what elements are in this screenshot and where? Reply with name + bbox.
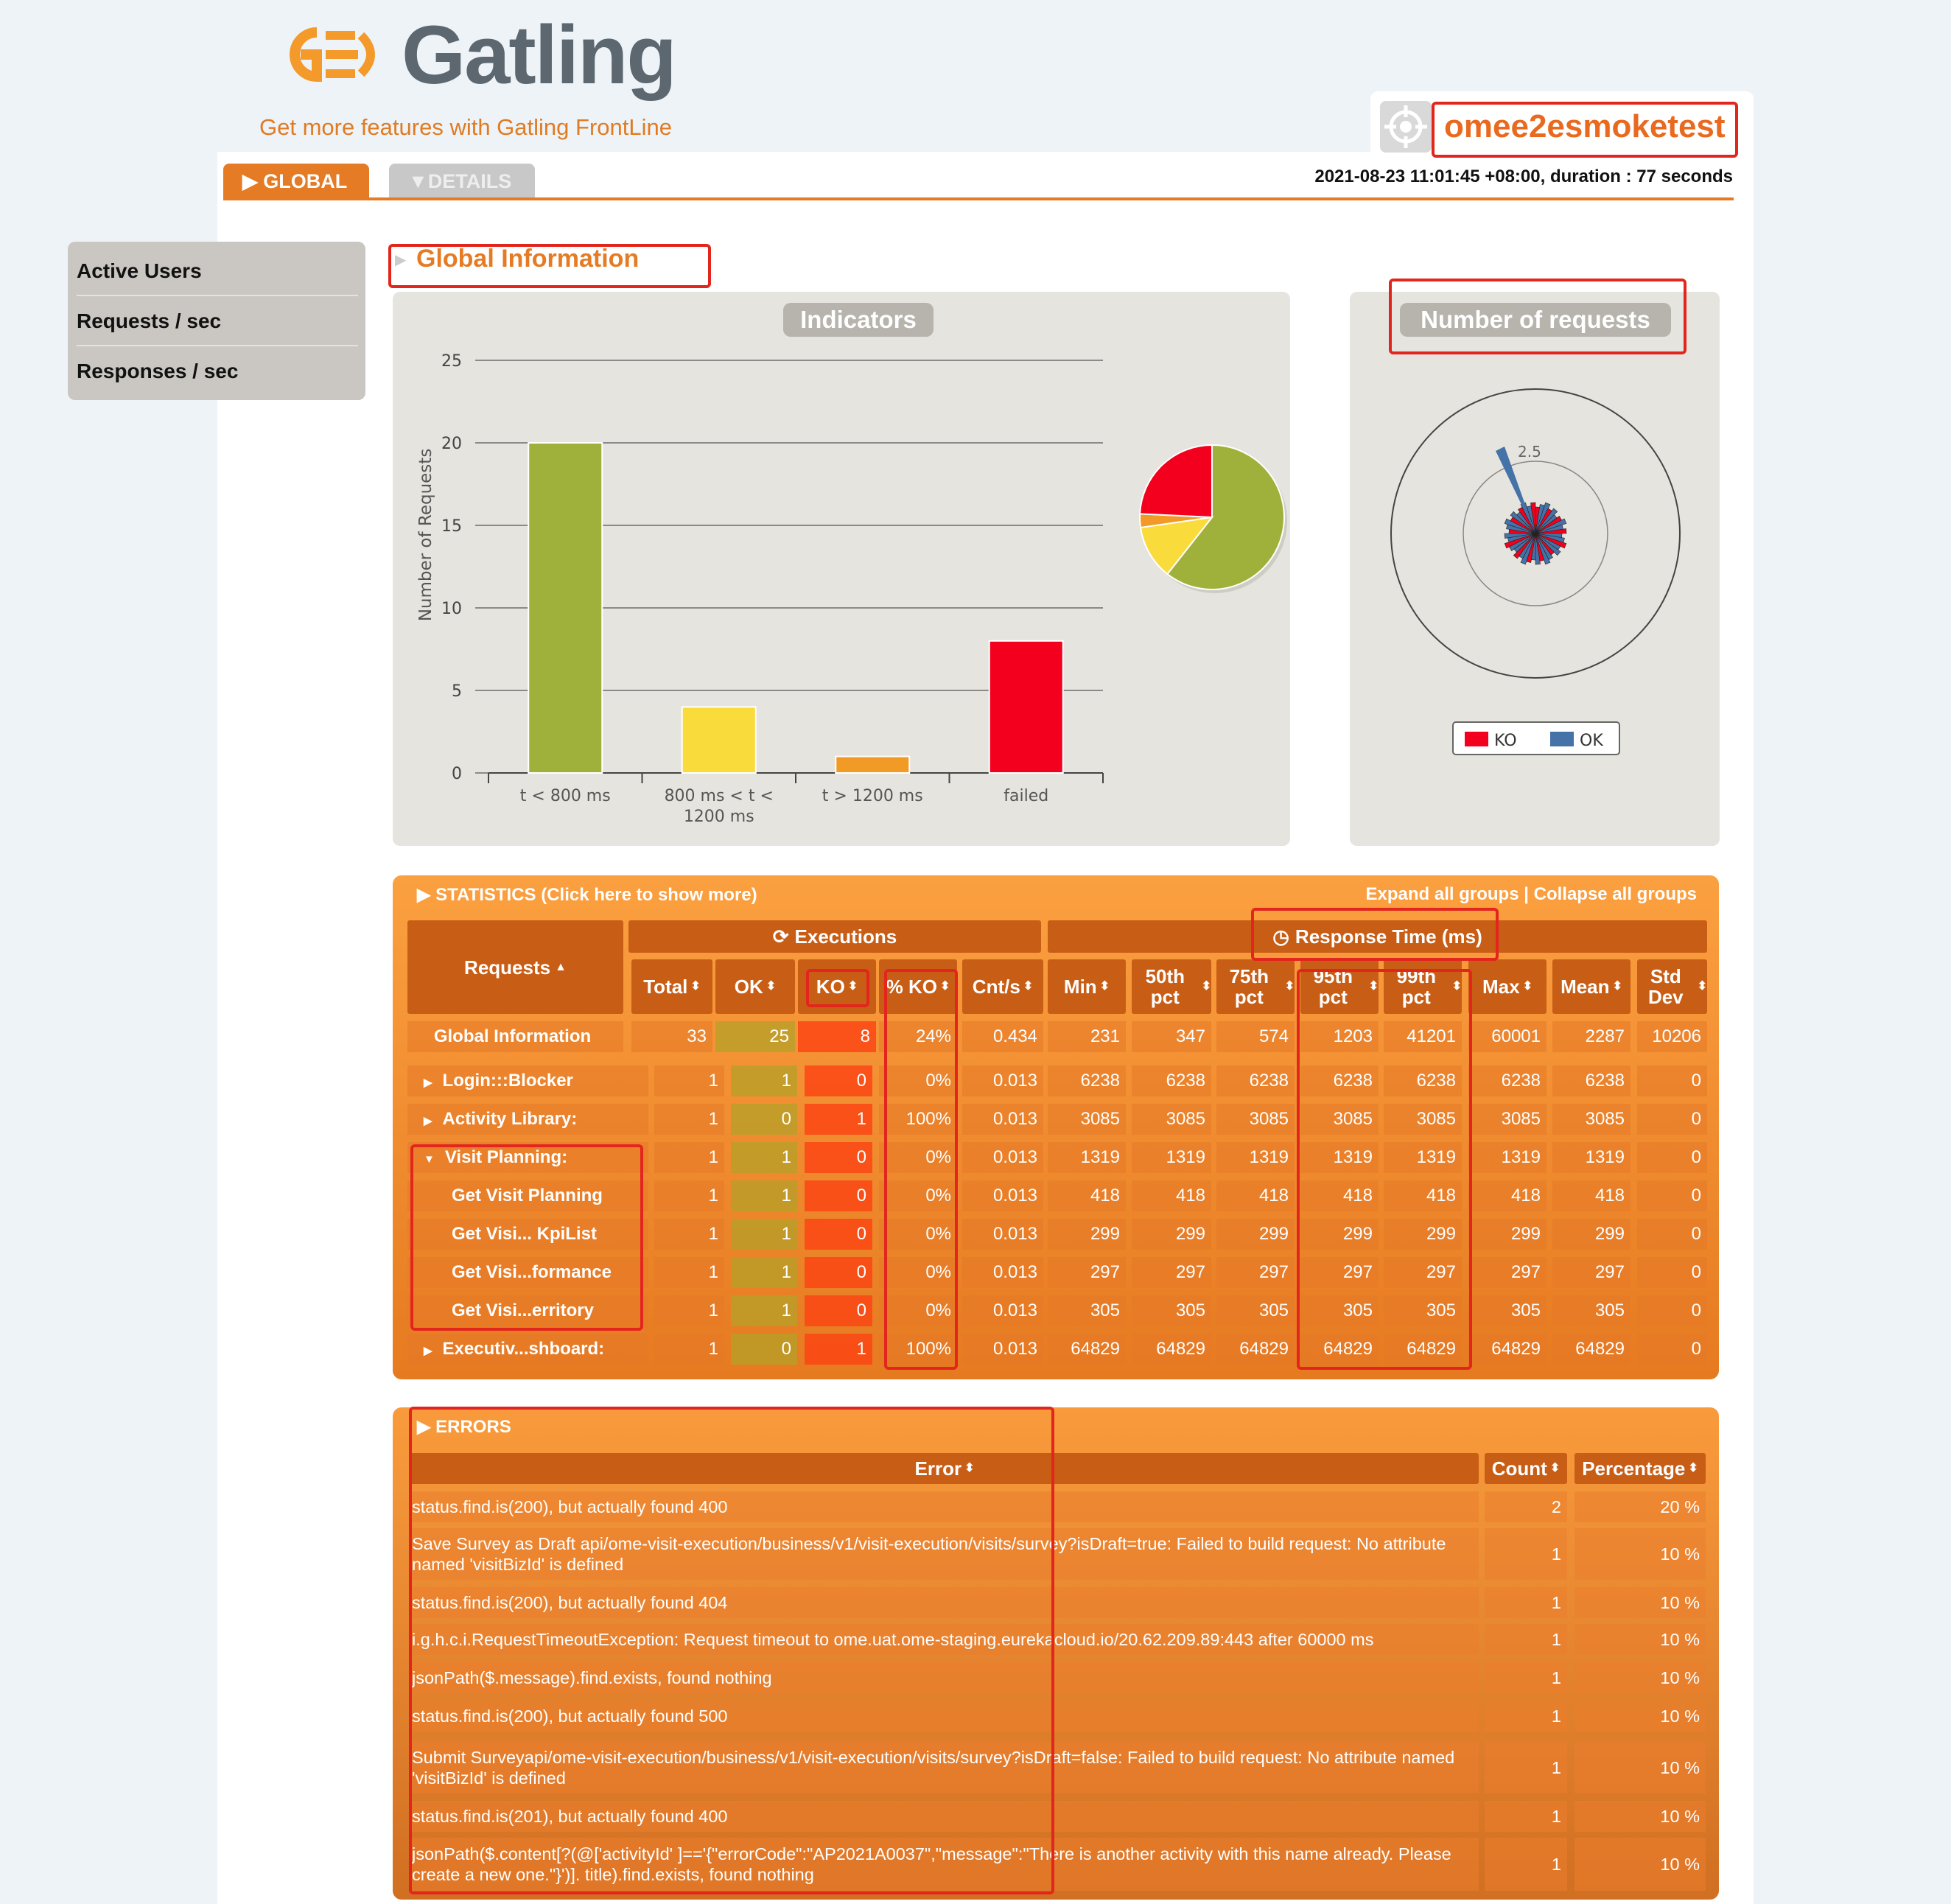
stats-cell-99th-pct: 418 xyxy=(1384,1180,1462,1211)
sort-icon: ⬍ xyxy=(690,980,701,993)
stats-cell--ko: 0% xyxy=(879,1065,957,1096)
sidebar-divider xyxy=(77,295,358,296)
stats-cell-95th-pct: 6238 xyxy=(1300,1065,1379,1096)
sidebar-item-requests-sec[interactable]: Requests / sec xyxy=(77,309,222,332)
stats-cell-95th-pct: 3085 xyxy=(1300,1104,1379,1135)
number-of-requests-title: Number of requests xyxy=(1400,303,1671,337)
stats-cell--ko: 0% xyxy=(879,1295,957,1326)
column-header-ok[interactable] xyxy=(715,959,795,1014)
column-header-label: KO xyxy=(816,976,845,998)
column-header-label: % KO xyxy=(886,976,937,998)
tab-details[interactable] xyxy=(389,164,535,199)
stats-cell-mean: 6238 xyxy=(1552,1065,1630,1096)
requests-polar-chart xyxy=(1350,292,1720,793)
stats-cell-min: 418 xyxy=(1048,1180,1126,1211)
error-percentage: 10 % xyxy=(1575,1838,1706,1891)
column-header-95th-pct[interactable] xyxy=(1300,959,1379,1014)
stats-cell-total: 1 xyxy=(654,1180,724,1211)
stats-cell-mean: 1319 xyxy=(1552,1142,1630,1173)
stats-cell-std-dev: 0 xyxy=(1637,1334,1707,1365)
sort-icon: ⬍ xyxy=(1522,980,1533,993)
column-header-cnt-s[interactable] xyxy=(962,959,1043,1014)
stats-cell-50th-pct: 297 xyxy=(1132,1257,1211,1288)
collapse-arrow-icon[interactable]: ▼ xyxy=(424,1153,435,1166)
error-message: status.find.is(200), but actually found 400 xyxy=(410,1491,1479,1522)
requests-column-header[interactable] xyxy=(407,920,623,1014)
error-percentage: 10 % xyxy=(1575,1742,1706,1793)
clock-icon: ◷ xyxy=(1272,925,1289,948)
request-name-label: Get Visi... KpiList xyxy=(452,1224,597,1244)
stats-cell-50th-pct: 347 xyxy=(1132,1021,1211,1052)
error-percentage: 10 % xyxy=(1575,1587,1706,1618)
stats-cell-50th-pct: 64829 xyxy=(1132,1334,1211,1365)
stats-cell-min: 6238 xyxy=(1048,1065,1126,1096)
sort-icon: ⬍ xyxy=(766,980,777,993)
sort-icon: ⬍ xyxy=(939,980,950,993)
stats-cell--ko: 0% xyxy=(879,1257,957,1288)
request-name[interactable] xyxy=(407,1219,648,1250)
count-column-label: Count xyxy=(1491,1457,1547,1480)
play-icon: ▶ xyxy=(417,885,436,905)
legend-label-ok: OK xyxy=(1580,732,1603,750)
legend-label-ko: KO xyxy=(1494,732,1517,750)
stats-cell-95th-pct: 418 xyxy=(1300,1180,1379,1211)
stats-cell-75th-pct: 305 xyxy=(1216,1295,1295,1326)
indicators-title: Indicators xyxy=(783,303,934,337)
column-header-99th-pct[interactable] xyxy=(1384,959,1462,1014)
stats-cell-cnt-s: 0.013 xyxy=(962,1295,1043,1326)
stats-cell-75th-pct: 299 xyxy=(1216,1219,1295,1250)
column-header-label: OK xyxy=(734,976,763,998)
request-name[interactable] xyxy=(407,1180,648,1211)
stats-cell-total: 1 xyxy=(654,1219,724,1250)
legend-swatch-ok xyxy=(1550,732,1574,746)
error-percentage: 10 % xyxy=(1575,1662,1706,1693)
column-header-label: 95th pct xyxy=(1313,965,1353,1008)
stats-cell-mean: 299 xyxy=(1552,1219,1630,1250)
stats-cell-total: 1 xyxy=(654,1295,724,1326)
x-tick-label: t > 1200 ms xyxy=(822,787,923,805)
sort-icon: ⬍ xyxy=(1023,980,1034,993)
error-percentage: 10 % xyxy=(1575,1528,1706,1580)
stats-cell-ok: 0 xyxy=(731,1104,797,1135)
request-name-label: Get Visit Planning xyxy=(452,1186,603,1205)
gatling-logo-icon xyxy=(274,25,386,84)
stats-cell-max: 299 xyxy=(1468,1219,1547,1250)
sort-icon: ⬍ xyxy=(1284,980,1295,993)
stats-cell--ko: 0% xyxy=(879,1142,957,1173)
error-count: 2 xyxy=(1485,1491,1567,1522)
tab-global-label: GLOBAL xyxy=(263,170,348,192)
request-name[interactable] xyxy=(407,1295,648,1326)
stats-cell--ko: 0% xyxy=(879,1180,957,1211)
stats-cell-std-dev: 0 xyxy=(1637,1142,1707,1173)
stats-cell-ok: 1 xyxy=(731,1142,797,1173)
column-header--ko[interactable] xyxy=(879,959,957,1014)
sort-icon: ⬍ xyxy=(1549,1462,1561,1474)
stats-cell-std-dev: 0 xyxy=(1637,1065,1707,1096)
request-name[interactable] xyxy=(407,1334,648,1365)
expand-all-link[interactable]: Expand all groups xyxy=(1365,884,1519,904)
stats-cell-75th-pct: 574 xyxy=(1216,1021,1295,1052)
group-controls xyxy=(1356,884,1697,905)
sidebar-item-active-users[interactable]: Active Users xyxy=(77,259,202,282)
stats-cell-99th-pct: 41201 xyxy=(1384,1021,1462,1052)
column-header-max[interactable] xyxy=(1468,959,1547,1014)
stats-cell-mean: 3085 xyxy=(1552,1104,1630,1135)
stats-cell-50th-pct: 305 xyxy=(1132,1295,1211,1326)
global-info-title: Global Information xyxy=(416,245,640,273)
stats-cell-95th-pct: 305 xyxy=(1300,1295,1379,1326)
stats-cell-ko: 8 xyxy=(798,1021,876,1052)
error-message: status.find.is(200), but actually found 500 xyxy=(410,1701,1479,1732)
y-axis-label: Number of Requests xyxy=(416,448,435,622)
y-tick-label: 15 xyxy=(441,517,462,536)
error-message: jsonPath($.message).find.exists, found nothing xyxy=(410,1662,1479,1693)
sort-icon: ⬍ xyxy=(1201,980,1211,993)
error-message: status.find.is(201), but actually found 400 xyxy=(410,1801,1479,1832)
stats-cell-99th-pct: 6238 xyxy=(1384,1065,1462,1096)
y-tick-label: 25 xyxy=(441,352,462,371)
y-tick-label: 0 xyxy=(452,765,462,783)
error-message: Save Survey as Draft api/ome-visit-execution/business/v1/visit-execution/visits/survey?isDraft=true: Failed to build request: No attribute named 'visitBizId' is defined xyxy=(410,1528,1479,1580)
stats-cell-max: 418 xyxy=(1468,1180,1547,1211)
error-percentage: 10 % xyxy=(1575,1801,1706,1832)
stats-cell-95th-pct: 1319 xyxy=(1300,1142,1379,1173)
column-header-min[interactable] xyxy=(1048,959,1126,1014)
request-name[interactable] xyxy=(407,1104,648,1135)
request-name[interactable] xyxy=(407,1065,648,1096)
sort-icon: ⬍ xyxy=(1697,980,1707,993)
statistics-header[interactable] xyxy=(417,884,757,906)
stats-cell-75th-pct: 1319 xyxy=(1216,1142,1295,1173)
stats-cell-75th-pct: 3085 xyxy=(1216,1104,1295,1135)
stats-cell-max: 64829 xyxy=(1468,1334,1547,1365)
stats-cell-std-dev: 0 xyxy=(1637,1180,1707,1211)
error-count: 1 xyxy=(1485,1701,1567,1732)
request-name-label: Get Visi...formance xyxy=(452,1262,612,1282)
pie-slice xyxy=(1140,445,1212,517)
stats-cell-ko: 0 xyxy=(805,1065,872,1096)
request-name-label: Global Information xyxy=(433,1026,592,1046)
header-divider xyxy=(223,197,1734,200)
stats-cell-50th-pct: 3085 xyxy=(1132,1104,1211,1135)
stats-cell-total: 1 xyxy=(654,1257,724,1288)
sort-icon: ⬍ xyxy=(1368,980,1379,993)
column-header-label: 99th pct xyxy=(1396,965,1437,1008)
column-header-label: Cnt/s xyxy=(972,976,1020,998)
column-header-label: Max xyxy=(1482,976,1520,998)
stats-cell-95th-pct: 1203 xyxy=(1300,1021,1379,1052)
stats-cell-cnt-s: 0.013 xyxy=(962,1065,1043,1096)
stats-cell-mean: 64829 xyxy=(1552,1334,1630,1365)
x-tick-label: 800 ms < t < 1200 ms xyxy=(664,787,774,826)
column-header-label: 50th pct xyxy=(1145,965,1185,1008)
stats-cell-total: 1 xyxy=(654,1104,724,1135)
stats-cell-95th-pct: 297 xyxy=(1300,1257,1379,1288)
column-header-label: Total xyxy=(643,976,688,998)
stats-cell-ok: 1 xyxy=(731,1257,797,1288)
error-count: 1 xyxy=(1485,1742,1567,1793)
arrow-icon: ▶ xyxy=(395,252,407,268)
column-header-75th-pct[interactable] xyxy=(1216,959,1295,1014)
sort-icon: ⬍ xyxy=(1688,1462,1698,1474)
stats-cell-95th-pct: 64829 xyxy=(1300,1334,1379,1365)
stats-cell-mean: 418 xyxy=(1552,1180,1630,1211)
stats-cell-ok: 1 xyxy=(731,1065,797,1096)
error-count: 1 xyxy=(1485,1587,1567,1618)
legend-swatch-ko xyxy=(1465,732,1488,746)
stats-cell-min: 3085 xyxy=(1048,1104,1126,1135)
stats-cell-99th-pct: 3085 xyxy=(1384,1104,1462,1135)
error-column-label: Error xyxy=(914,1457,962,1480)
stats-cell-ok: 1 xyxy=(731,1219,797,1250)
column-header-label: Min xyxy=(1063,976,1097,998)
error-count: 1 xyxy=(1485,1801,1567,1832)
percentage-column-header[interactable] xyxy=(1575,1453,1706,1484)
tab-global[interactable] xyxy=(223,164,369,199)
stats-cell-max: 60001 xyxy=(1468,1021,1547,1052)
stats-cell-99th-pct: 299 xyxy=(1384,1219,1462,1250)
stats-cell-ko: 0 xyxy=(805,1180,872,1211)
stats-cell--ko: 100% xyxy=(879,1334,957,1365)
stats-cell-mean: 305 xyxy=(1552,1295,1630,1326)
tab-details-label: DETAILS xyxy=(427,170,512,192)
column-header-ko[interactable] xyxy=(798,959,876,1014)
error-message: status.find.is(200), but actually found 404 xyxy=(410,1587,1479,1618)
column-header-label: 75th pct xyxy=(1229,965,1269,1008)
stats-cell-cnt-s: 0.013 xyxy=(962,1334,1043,1365)
error-count: 1 xyxy=(1485,1624,1567,1655)
request-name-label: Login:::Blocker xyxy=(442,1071,573,1091)
stats-cell-99th-pct: 305 xyxy=(1384,1295,1462,1326)
stats-cell-99th-pct: 1319 xyxy=(1384,1142,1462,1173)
stats-cell--ko: 24% xyxy=(879,1021,957,1052)
error-percentage: 20 % xyxy=(1575,1491,1706,1522)
stats-cell-cnt-s: 0.013 xyxy=(962,1257,1043,1288)
stats-cell-ko: 0 xyxy=(805,1142,872,1173)
stats-cell-ok: 25 xyxy=(715,1021,795,1052)
stats-cell-total: 1 xyxy=(654,1142,724,1173)
stats-cell-75th-pct: 418 xyxy=(1216,1180,1295,1211)
stats-cell-mean: 2287 xyxy=(1552,1021,1630,1052)
sort-up-icon: ▲ xyxy=(555,960,567,973)
stats-cell-std-dev: 0 xyxy=(1637,1104,1707,1135)
requests-header-label: Requests xyxy=(464,956,551,979)
gatling-wordmark: Gatling xyxy=(402,9,676,101)
expand-arrow-icon[interactable]: ▶ xyxy=(424,1077,432,1089)
refresh-icon: ⟳ xyxy=(772,925,789,948)
sort-icon: ⬍ xyxy=(1612,980,1622,993)
error-message: i.g.h.c.i.RequestTimeoutException: Request timeout to ome.uat.ome-staging.eurekacloud.io/20.62.209.89:443 after 60000 ms xyxy=(410,1624,1479,1655)
stats-cell-min: 64829 xyxy=(1048,1334,1126,1365)
stats-cell-99th-pct: 297 xyxy=(1384,1257,1462,1288)
stats-cell-75th-pct: 6238 xyxy=(1216,1065,1295,1096)
stats-cell-cnt-s: 0.013 xyxy=(962,1142,1043,1173)
stats-cell-cnt-s: 0.013 xyxy=(962,1180,1043,1211)
statistics-header-label: STATISTICS (Click here to show more) xyxy=(435,885,757,905)
error-count: 1 xyxy=(1485,1528,1567,1580)
error-message: jsonPath($.content[?(@['activityId' ]=='{"errorCode":"AP2021A0037","message":"There is another activity with this name already. Please create a new one."}')]. title).find.exists, found nothing xyxy=(410,1838,1479,1891)
stats-cell-99th-pct: 64829 xyxy=(1384,1334,1462,1365)
stats-cell-max: 1319 xyxy=(1468,1142,1547,1173)
stats-cell-mean: 297 xyxy=(1552,1257,1630,1288)
sort-icon: ⬍ xyxy=(1451,980,1462,993)
error-count: 1 xyxy=(1485,1838,1567,1891)
stats-cell-max: 305 xyxy=(1468,1295,1547,1326)
stats-cell-total: 33 xyxy=(631,1021,712,1052)
stats-cell-50th-pct: 299 xyxy=(1132,1219,1211,1250)
count-column-header[interactable] xyxy=(1485,1453,1567,1484)
request-name[interactable] xyxy=(407,1142,648,1173)
executions-header-label: Executions xyxy=(794,925,897,948)
stats-cell-cnt-s: 0.434 xyxy=(962,1021,1043,1052)
collapse-all-link[interactable]: Collapse all groups xyxy=(1533,884,1697,904)
x-tick-label: failed xyxy=(1003,787,1049,805)
play-icon: ▶ xyxy=(242,170,264,192)
sort-icon: ⬍ xyxy=(1099,980,1110,993)
stats-cell-ko: 1 xyxy=(805,1104,872,1135)
sort-icon: ⬍ xyxy=(847,980,858,993)
stats-cell-std-dev: 10206 xyxy=(1637,1021,1707,1052)
bar xyxy=(528,443,602,773)
stats-cell--ko: 100% xyxy=(879,1104,957,1135)
chevron-down-icon: ▼ xyxy=(408,170,428,192)
stats-cell-std-dev: 0 xyxy=(1637,1257,1707,1288)
bar xyxy=(836,757,909,773)
request-name-label: Activity Library: xyxy=(442,1109,578,1129)
polar-tick-label: 2.5 xyxy=(1518,443,1541,461)
x-tick-label: t < 800 ms xyxy=(519,787,611,805)
stats-cell-min: 231 xyxy=(1048,1021,1126,1052)
stats-cell-max: 297 xyxy=(1468,1257,1547,1288)
frontline-link[interactable]: Get more features with Gatling FrontLine xyxy=(259,114,672,140)
request-name-label: Get Visi...erritory xyxy=(452,1301,594,1320)
response-time-header-label: Response Time (ms) xyxy=(1295,925,1482,948)
error-count: 1 xyxy=(1485,1662,1567,1693)
stats-cell-min: 297 xyxy=(1048,1257,1126,1288)
y-tick-label: 20 xyxy=(441,435,462,453)
stats-cell-min: 299 xyxy=(1048,1219,1126,1250)
stats-cell-50th-pct: 1319 xyxy=(1132,1142,1211,1173)
percentage-column-label: Percentage xyxy=(1582,1457,1686,1480)
stats-cell--ko: 0% xyxy=(879,1219,957,1250)
stats-cell-ko: 1 xyxy=(805,1334,872,1365)
stats-cell-ok: 1 xyxy=(731,1295,797,1326)
bar xyxy=(682,707,756,773)
run-info: 2021-08-23 11:01:45 +08:00, duration : 77 seconds xyxy=(1314,167,1733,186)
error-message: Submit Surveyapi/ome-visit-execution/business/v1/visit-execution/visits/survey?isDraft=false: Failed to build request: No attribute named 'visitBizId' is defined xyxy=(410,1742,1479,1793)
stats-cell-ok: 1 xyxy=(731,1180,797,1211)
executions-header xyxy=(628,920,1041,953)
simulation-name: omee2esmoketest xyxy=(1444,108,1726,144)
column-header-total[interactable] xyxy=(631,959,712,1014)
column-header-50th-pct[interactable] xyxy=(1132,959,1211,1014)
stats-cell-ko: 0 xyxy=(805,1219,872,1250)
target-icon xyxy=(1380,101,1432,153)
error-percentage: 10 % xyxy=(1575,1624,1706,1655)
stats-cell-std-dev: 0 xyxy=(1637,1295,1707,1326)
stats-cell-max: 3085 xyxy=(1468,1104,1547,1135)
stats-cell-ko: 0 xyxy=(805,1295,872,1326)
stats-cell-std-dev: 0 xyxy=(1637,1219,1707,1250)
stats-cell-min: 305 xyxy=(1048,1295,1126,1326)
request-name[interactable] xyxy=(407,1257,648,1288)
error-column-header[interactable] xyxy=(410,1453,1479,1484)
expand-arrow-icon[interactable]: ▶ xyxy=(424,1345,432,1357)
sort-icon: ⬍ xyxy=(964,1462,975,1474)
stats-cell-50th-pct: 418 xyxy=(1132,1180,1211,1211)
column-header-std-dev[interactable] xyxy=(1637,959,1707,1014)
group-separator: | xyxy=(1524,884,1529,904)
errors-header[interactable] xyxy=(417,1416,511,1438)
response-time-header xyxy=(1048,920,1707,953)
stats-cell-50th-pct: 6238 xyxy=(1132,1065,1211,1096)
stats-cell-95th-pct: 299 xyxy=(1300,1219,1379,1250)
stats-cell-cnt-s: 0.013 xyxy=(962,1104,1043,1135)
stats-cell-ok: 0 xyxy=(731,1334,797,1365)
sidebar-divider xyxy=(77,345,358,346)
play-icon: ▶ xyxy=(417,1417,436,1437)
stats-cell-total: 1 xyxy=(654,1334,724,1365)
column-header-label: Mean xyxy=(1561,976,1610,998)
stats-cell-75th-pct: 64829 xyxy=(1216,1334,1295,1365)
request-name-label: Visit Planning: xyxy=(444,1147,568,1167)
stats-cell-total: 1 xyxy=(654,1065,724,1096)
stats-cell-cnt-s: 0.013 xyxy=(962,1219,1043,1250)
stats-cell-min: 1319 xyxy=(1048,1142,1126,1173)
column-header-mean[interactable] xyxy=(1552,959,1630,1014)
y-tick-label: 10 xyxy=(441,600,462,618)
request-name-label: Executiv...shboard: xyxy=(442,1339,605,1359)
errors-header-label: ERRORS xyxy=(435,1417,511,1437)
indicators-bar-chart xyxy=(393,292,1290,846)
request-name[interactable] xyxy=(407,1021,623,1052)
column-header-label: Std Dev xyxy=(1647,965,1684,1008)
stats-cell-ko: 0 xyxy=(805,1257,872,1288)
y-tick-label: 5 xyxy=(452,682,462,701)
sidebar-item-responses-sec[interactable]: Responses / sec xyxy=(77,360,239,382)
bar xyxy=(989,641,1063,773)
error-percentage: 10 % xyxy=(1575,1701,1706,1732)
stats-cell-max: 6238 xyxy=(1468,1065,1547,1096)
expand-arrow-icon[interactable]: ▶ xyxy=(424,1115,432,1127)
stats-cell-75th-pct: 297 xyxy=(1216,1257,1295,1288)
